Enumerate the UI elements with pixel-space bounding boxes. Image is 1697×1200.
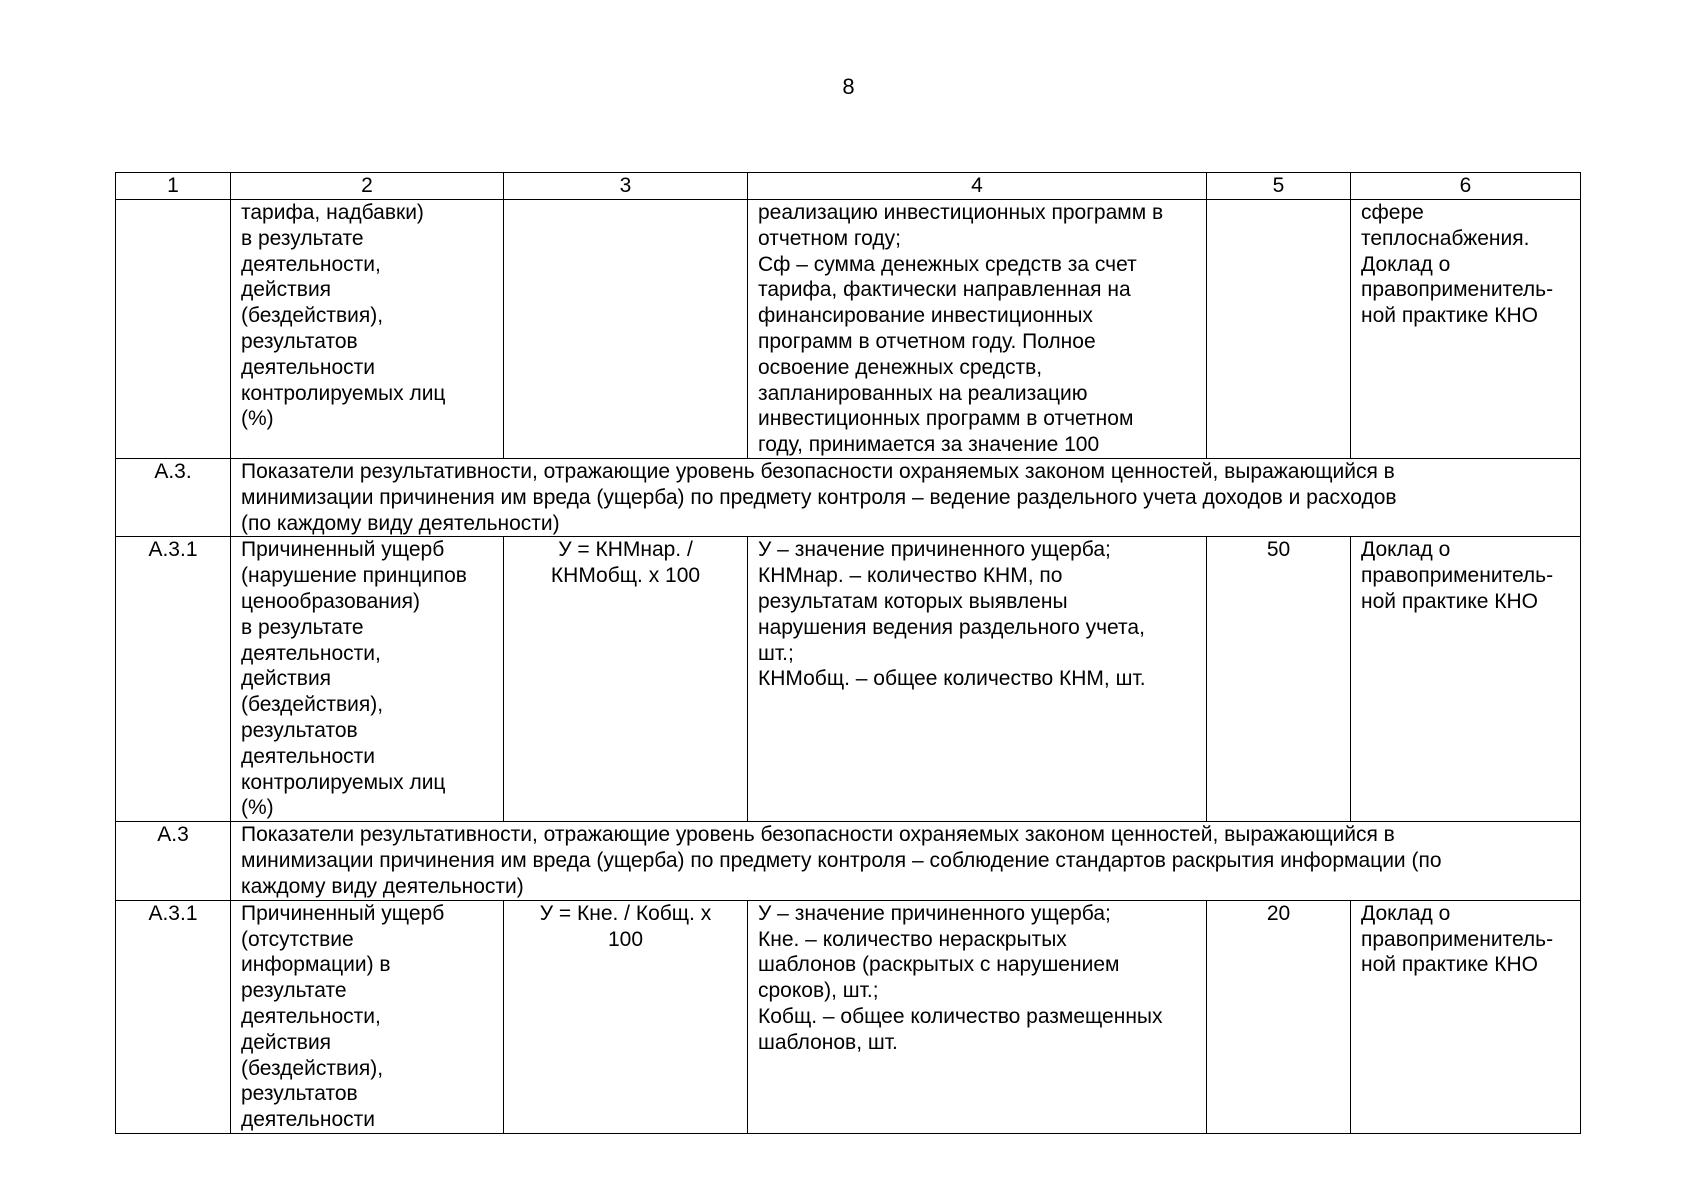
indicators-table xyxy=(115,172,1581,1134)
section-row xyxy=(116,459,1581,537)
section-code-cell: А.3 xyxy=(116,822,231,900)
source-cell: Доклад о правоприменитель- ной практике КНО xyxy=(1351,900,1581,1133)
header-cell: 2 xyxy=(231,173,504,200)
target-value-cell: 20 xyxy=(1207,900,1351,1133)
description-cell: У – значение причиненного ущерба; КНМнар. – количество КНМ, по результатам которых выявлены нарушения ведения раздельного учета, шт.; КНМобщ. – общее количество КНМ, шт. xyxy=(748,537,1207,822)
indicator-name-cell: Причиненный ущерб (отсутствие информации) в результате деятельности, действия (бездействия), результатов деятельности xyxy=(231,900,504,1133)
header-cell: 4 xyxy=(748,173,1207,200)
header-cell: 5 xyxy=(1207,173,1351,200)
section-code-cell: А.3. xyxy=(116,459,231,537)
target-value-cell xyxy=(1207,200,1351,459)
table-header-row xyxy=(116,173,1581,200)
table-row xyxy=(116,200,1581,459)
indicator-code-cell: А.3.1 xyxy=(116,900,231,1133)
indicator-code-cell: А.3.1 xyxy=(116,537,231,822)
target-value-cell: 50 xyxy=(1207,537,1351,822)
formula-cell: У = Кне. / Кобщ. х 100 xyxy=(504,900,748,1133)
source-cell: Доклад о правоприменитель- ной практике КНО xyxy=(1351,537,1581,822)
header-cell: 3 xyxy=(504,173,748,200)
formula-cell xyxy=(504,200,748,459)
section-title-cell: Показатели результативности, отражающие уровень безопасности охраняемых законом ценностей, выражающийся в минимизации причинения им вреда (ущерба) по предмету контроля – соблюдение стандартов раскрытия информации (по каждому виду деятельности) xyxy=(231,822,1581,900)
formula-cell: У = КНМнар. / КНМобщ. х 100 xyxy=(504,537,748,822)
section-row xyxy=(116,822,1581,900)
description-cell: У – значение причиненного ущерба; Кне. – количество нераскрытых шаблонов (раскрытых с нарушением сроков), шт.; Кобщ. – общее количество размещенных шаблонов, шт. xyxy=(748,900,1207,1133)
page-number: 8 xyxy=(842,74,855,99)
table-row xyxy=(116,900,1581,1133)
header-cell: 1 xyxy=(116,173,231,200)
source-cell: сфере теплоснабжения. Доклад о правоприменитель- ной практике КНО xyxy=(1351,200,1581,459)
header-cell: 6 xyxy=(1351,173,1581,200)
section-title-cell: Показатели результативности, отражающие уровень безопасности охраняемых законом ценностей, выражающийся в минимизации причинения им вреда (ущерба) по предмету контроля – ведение раздельного учета доходов и расходов (по каждому виду деятельности) xyxy=(231,459,1581,537)
description-cell: реализацию инвестиционных программ в отчетном году; Сф – сумма денежных средств за счет тарифа, фактически направленная на финансирование инвестиционных программ в отчетном году. Полное освоение денежных средств, запланированных на реализацию инвестиционных программ в отчетном году, принимается за значение 100 xyxy=(748,200,1207,459)
indicator-name-cell: тарифа, надбавки) в результате деятельности, действия (бездействия), результатов деятельности контролируемых лиц (%) xyxy=(231,200,504,459)
indicator-name-cell: Причиненный ущерб (нарушение принципов ценообразования) в результате деятельности, действия (бездействия), результатов деятельности контролируемых лиц (%) xyxy=(231,537,504,822)
indicator-code-cell xyxy=(116,200,231,459)
table-row xyxy=(116,537,1581,822)
